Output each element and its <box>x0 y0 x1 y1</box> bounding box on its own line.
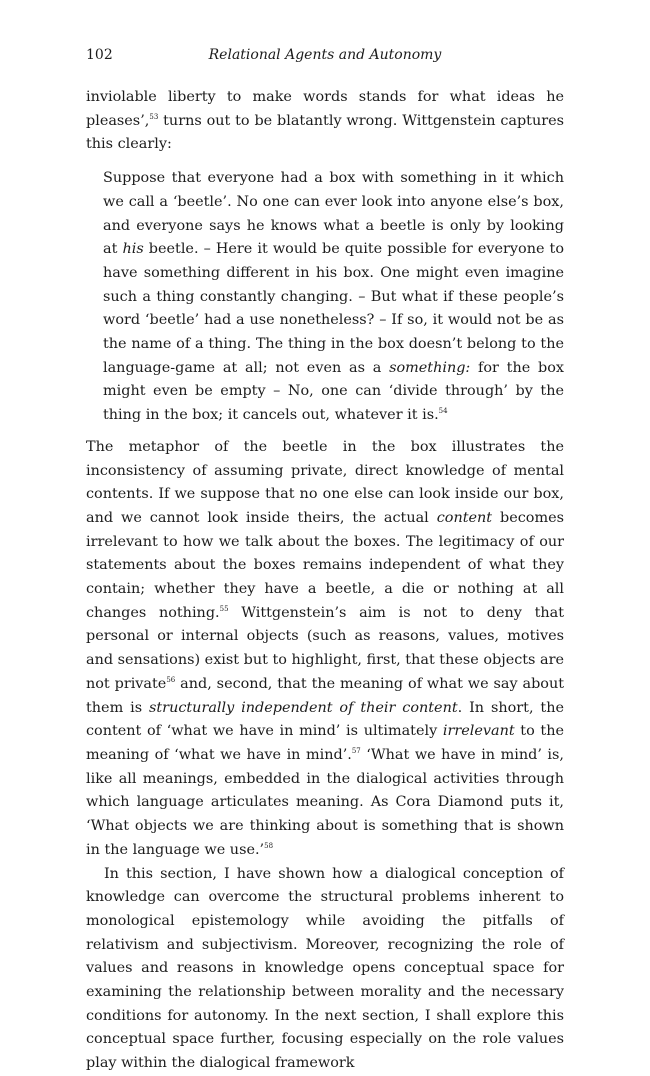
emphasis: structurally independent of their content <box>149 699 458 716</box>
body-text <box>86 86 564 1076</box>
page-header <box>86 44 564 66</box>
text-run: ‘What we have in mind’ is, like all meanings, embedded in the dialogical activities through which language articulates meaning. As Cora Diamond puts it, ‘What objects we are thinking about is something that is shown in the language we use.’ <box>86 746 564 858</box>
text-run: Wittgenstein’s aim is not to deny that personal or internal objects (such as reasons, values, motives and sensations) exist but to highlight, first, that these objects are not private <box>86 604 564 692</box>
emphasis: something: <box>389 359 471 376</box>
paragraph-1 <box>86 86 564 157</box>
paragraph-2 <box>86 436 564 863</box>
text-run: In this section, I have shown how a dialogical conception of knowledge can overcome the structural problems inherent to monological epistemology while avoiding the pitfalls of relativism and subjectivism. Moreover, recognizing the role of values and reasons in knowledge opens conceptual space for examining the relationship between morality and the necessary conditions for autonomy. In the next section, I shall explore this conceptual space further, focusing especially on the role values play within the dialogical framework <box>86 865 564 1072</box>
text-run: to the meaning of ‘what we have in mind’. <box>86 723 564 763</box>
text-run: beetle. – Here it would be quite possible for everyone to have something different in his box. One might even imagine such a thing constantly changing. – But what if these people’s word ‘beetle’ had a use nonetheless? – If so, it would not be as the name of a thing. The thing in the box doesn’t belong to the language-game at all; not even as a <box>103 241 565 376</box>
text-run: The metaphor of the beetle in the box illustrates the inconsistency of assuming private, direct knowledge of mental contents. If we suppose that no one else can look inside our box, and we cannot look inside theirs, the actual <box>86 438 564 526</box>
emphasis: content <box>436 509 493 526</box>
text-run: becomes irrelevant to how we talk about the boxes. The legitimacy of our statements about the boxes remains independent of what they contain; whether they have a beetle, a die or nothing at all changes nothing. <box>86 509 565 621</box>
footnote-ref: 57 <box>351 746 361 755</box>
quote-paragraph <box>103 167 564 428</box>
emphasis: his <box>122 241 144 258</box>
paragraph-3 <box>86 863 564 1076</box>
footnote-ref: 58 <box>264 841 274 850</box>
text-run: . In short, the content of ‘what we have in mind’ is ultimately <box>86 699 564 740</box>
text-run: inviolable liberty to make words stands for what ideas he pleases’, <box>86 89 564 129</box>
text-run: for the box might even be empty – No, one can ‘divide through’ by the thing in the box; it cancels out, whatever it is. <box>103 359 564 424</box>
page-number: 102 <box>86 47 113 63</box>
running-title: Relational Agents and Autonomy <box>208 47 442 63</box>
text-run: turns out to be blatantly wrong. Wittgenstein captures this clearly: <box>86 112 564 153</box>
block-quote <box>103 167 564 428</box>
footnote-ref: 53 <box>149 112 159 121</box>
text-run: and, second, that the meaning of what we say about them is <box>86 675 564 716</box>
emphasis: irrelevant <box>442 723 515 740</box>
footnote-ref: 56 <box>166 675 176 684</box>
text-run: Suppose that everyone had a box with something in it which we call a ‘beetle’. No one can ever look into anyone else’s box, and everyone says he knows what a beetle is only by looking at <box>103 170 564 258</box>
footnote-ref: 55 <box>219 604 229 613</box>
footnote-ref: 54 <box>438 407 448 416</box>
